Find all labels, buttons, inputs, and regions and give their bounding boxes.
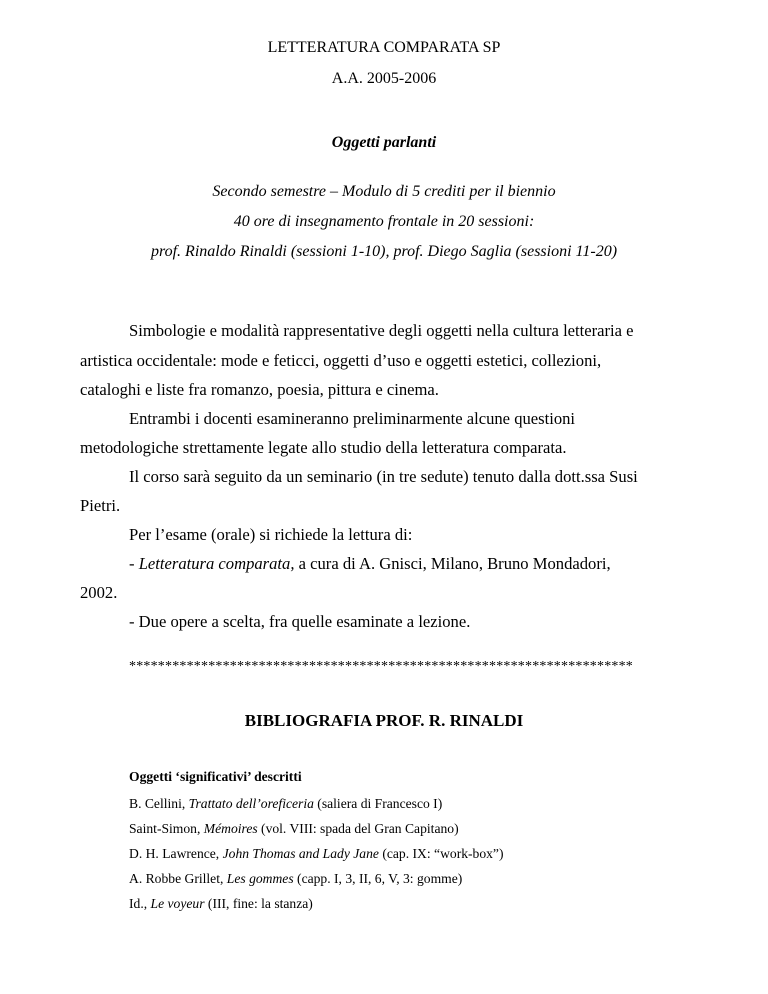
course-subtitle: Oggetti parlanti — [331, 134, 437, 151]
bibliography-entry — [129, 872, 462, 886]
description-reading-2: - Due opere a scelta, fra quelle esaminate a lezione. — [129, 612, 471, 631]
course-info-line-3: prof. Rinaldo Rinaldi (sessioni 1-10), prof. Diego Saglia (sessioni 11-20) — [150, 243, 618, 260]
description-p1-line3: cataloghi e liste fra romanzo, poesia, pittura e cinema. — [80, 380, 439, 399]
course-info-line-1: Secondo semestre – Modulo di 5 crediti per il biennio — [212, 183, 556, 200]
asterisk-separator: ********************************************************************** — [129, 659, 633, 674]
entry-title: Les gommes — [226, 871, 294, 886]
bibliography-entry — [129, 797, 442, 811]
course-title: LETTERATURA COMPARATA SP — [267, 39, 501, 56]
entry-author: D. H. Lawrence, — [129, 846, 223, 861]
description-reading-1 — [129, 556, 611, 573]
entry-author: Id., — [129, 896, 151, 911]
entry-note: (III, fine: la stanza) — [204, 896, 313, 911]
description-p1-line2: artistica occidentale: mode e feticci, oggetti d’uso e oggetti estetici, collezioni, — [80, 351, 602, 370]
entry-author: Saint-Simon, — [129, 821, 204, 836]
entry-title: Le voyeur — [150, 896, 205, 911]
course-info-line-2: 40 ore di insegnamento frontale in 20 sessioni: — [233, 213, 535, 230]
bibliography-section-title: Oggetti ‘significativi’ descritti — [129, 769, 302, 784]
description-p2-line2: metodologiche strettamente legate allo studio della letteratura comparata. — [80, 438, 567, 457]
bibliography-entry — [129, 897, 313, 911]
description-reading-1-line2: 2002. — [80, 583, 118, 602]
entry-note: (capp. I, 3, II, 6, V, 3: gomme) — [293, 871, 463, 886]
bibliography-entry — [129, 847, 504, 861]
entry-author: A. Robbe Grillet, — [129, 871, 227, 886]
reading-1-prefix: - — [129, 554, 139, 573]
entry-title: Trattato dell’oreficeria — [188, 796, 314, 811]
description-p2-line1: Entrambi i docenti esamineranno preliminarmente alcune questioni — [129, 409, 576, 428]
description-p4-line1: Per l’esame (orale) si richiede la lettura di: — [129, 525, 413, 544]
entry-title: Mémoires — [203, 821, 258, 836]
academic-year: A.A. 2005-2006 — [331, 70, 437, 87]
description-p3-line2: Pietri. — [80, 496, 121, 515]
reading-1-title: Letteratura comparata, — [138, 554, 295, 573]
entry-title: John Thomas and Lady Jane — [222, 846, 379, 861]
bibliography-entry — [129, 822, 459, 836]
description-p3-line1: Il corso sarà seguito da un seminario (in tre sedute) tenuto dalla dott.ssa Susi — [129, 467, 638, 486]
reading-1-rest: a cura di A. Gnisci, Milano, Bruno Mondadori, — [294, 554, 611, 573]
bibliography-heading: BIBLIOGRAFIA PROF. R. RINALDI — [244, 711, 524, 730]
description-p1-line1: Simbologie e modalità rappresentative degli oggetti nella cultura letteraria e — [129, 321, 634, 340]
entry-note: (cap. IX: “work-box”) — [378, 846, 504, 861]
entry-author: B. Cellini, — [129, 796, 189, 811]
entry-note: (vol. VIII: spada del Gran Capitano) — [257, 821, 459, 836]
entry-note: (saliera di Francesco I) — [313, 796, 443, 811]
